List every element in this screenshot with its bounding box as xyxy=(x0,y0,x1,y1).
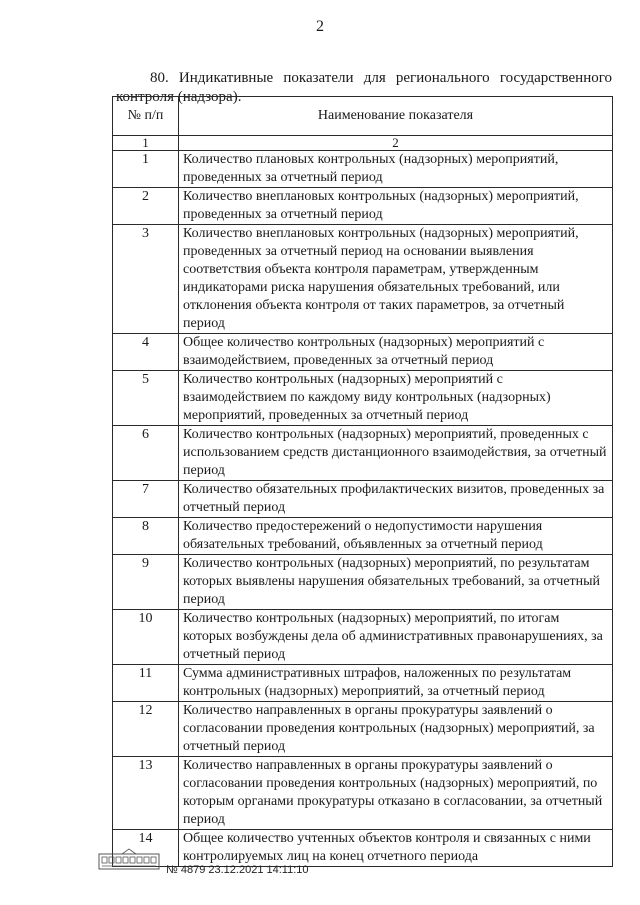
registry-number: № 4879 23.12.2021 14:11:10 xyxy=(166,864,309,876)
row-number: 11 xyxy=(113,665,179,702)
row-number: 4 xyxy=(113,334,179,371)
intro-paragraph: 80. Индикативные показатели для регионального государственного контроля (надзора). xyxy=(116,70,612,105)
row-number: 6 xyxy=(113,426,179,481)
indicator-name: Количество контрольных (надзорных) мероприятий, по результатам которых выявлены нарушения обязательных требований, за отчетный период xyxy=(179,555,613,610)
row-number: 5 xyxy=(113,371,179,426)
table-row xyxy=(113,702,613,757)
indicator-name: Количество контрольных (надзорных) мероприятий, по итогам которых возбуждены дела об административных правонарушениях, за отчетный период xyxy=(179,610,613,665)
header-name: Наименование показателя xyxy=(179,97,613,136)
table-header-row xyxy=(113,97,613,136)
table-row xyxy=(113,371,613,426)
table-row xyxy=(113,481,613,518)
indicator-name: Количество внеплановых контрольных (надзорных) мероприятий, проведенных за отчетный период xyxy=(179,188,613,225)
table-row xyxy=(113,151,613,188)
row-number: 8 xyxy=(113,518,179,555)
table-row xyxy=(113,426,613,481)
indicator-name: Общее количество контрольных (надзорных) мероприятий с взаимодействием, проведенных за отчетный период xyxy=(179,334,613,371)
indicator-name: Общее количество учтенных объектов контроля и связанных с ними контролируемых лиц на конец отчетного периода xyxy=(179,830,613,867)
column-index-row xyxy=(113,136,613,151)
column-index: 2 xyxy=(179,136,613,151)
row-number: 12 xyxy=(113,702,179,757)
table-row xyxy=(113,830,613,867)
indicator-name: Количество плановых контрольных (надзорных) мероприятий, проведенных за отчетный период xyxy=(179,151,613,188)
indicator-name: Количество направленных в органы прокуратуры заявлений о согласовании проведения контрольных (надзорных) мероприятий, по которым органами прокуратуры отказано в согласовании, за отчетный период xyxy=(179,757,613,830)
indicator-name: Количество контрольных (надзорных) мероприятий с взаимодействием по каждому виду контрольных (надзорных) мероприятий, проведенных за отчетный период xyxy=(179,371,613,426)
table-row xyxy=(113,665,613,702)
page-number: 2 xyxy=(316,18,324,35)
indicator-name: Количество предостережений о недопустимости нарушения обязательных требований, объявленных за отчетный период xyxy=(179,518,613,555)
indicators-table xyxy=(112,96,613,867)
table-row xyxy=(113,188,613,225)
indicator-name: Количество обязательных профилактических визитов, проведенных за отчетный период xyxy=(179,481,613,518)
registry-stamp-icon xyxy=(98,848,160,870)
column-index: 1 xyxy=(113,136,179,151)
header-number: № п/п xyxy=(113,97,179,136)
row-number: 13 xyxy=(113,757,179,830)
indicator-name: Количество контрольных (надзорных) мероприятий, проведенных с использованием средств дистанционного взаимодействия, за отчетный период xyxy=(179,426,613,481)
table-row xyxy=(113,610,613,665)
row-number: 10 xyxy=(113,610,179,665)
row-number: 3 xyxy=(113,225,179,334)
indicator-name: Сумма административных штрафов, наложенных по результатам контрольных (надзорных) мероприятий, за отчетный период xyxy=(179,665,613,702)
row-number: 2 xyxy=(113,188,179,225)
row-number: 14 xyxy=(113,830,179,867)
table-row xyxy=(113,757,613,830)
row-number: 9 xyxy=(113,555,179,610)
row-number: 1 xyxy=(113,151,179,188)
indicator-name: Количество внеплановых контрольных (надзорных) мероприятий, проведенных за отчетный период на основании выявления соответствия объекта контроля параметрам, утвержденным индикаторами риска нарушения обязательных требований, или отклонения объекта контроля от таких параметров, за отчетный период xyxy=(179,225,613,334)
table-row xyxy=(113,334,613,371)
table-row xyxy=(113,555,613,610)
indicator-name: Количество направленных в органы прокуратуры заявлений о согласовании проведения контрольных (надзорных) мероприятий, за отчетный период xyxy=(179,702,613,757)
table-row xyxy=(113,225,613,334)
row-number: 7 xyxy=(113,481,179,518)
table-row xyxy=(113,518,613,555)
